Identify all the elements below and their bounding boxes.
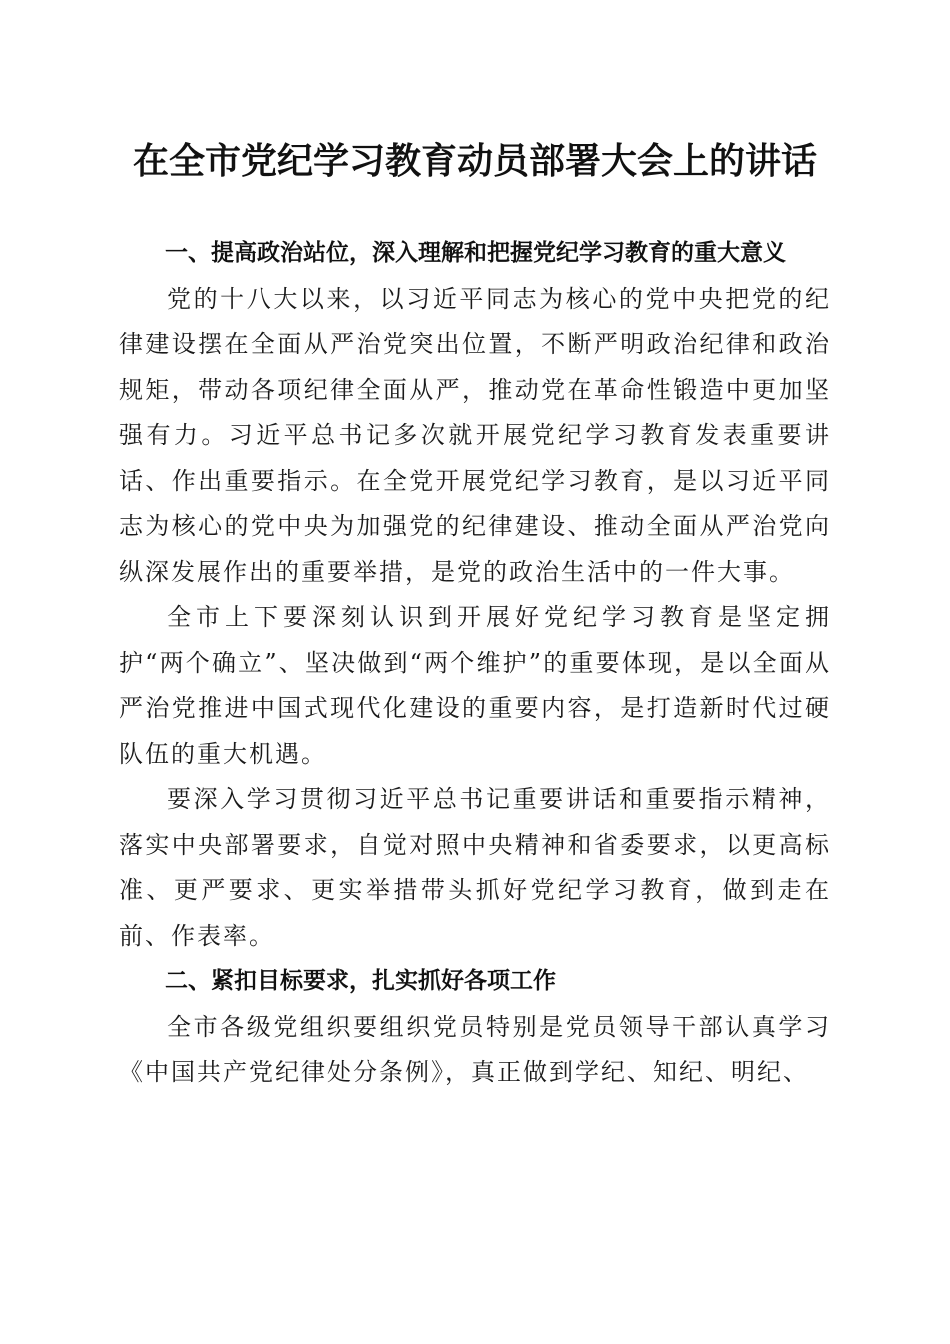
section-heading-2: 二、紧扣目标要求，扎实抓好各项工作 [165, 968, 556, 994]
paragraph: 要深入学习贯彻习近平总书记重要讲话和重要指示精神，落实中央部署要求，自觉对照中央精神和省委要求，以更高标准、更严要求、更实举措带头抓好党纪学习教育，做到走在前、作表率。 [119, 785, 831, 950]
paragraph: 全市上下要深刻认识到开展好党纪学习教育是坚定拥护“两个确立”、坚决做到“两个维护”的重要体现，是以全面从严治党推进中国式现代化建设的重要内容，是打造新时代过硬队伍的重大机遇。 [119, 603, 831, 768]
paragraph: 党的十八大以来，以习近平同志为核心的党中央把党的纪律建设摆在全面从严治党突出位置，不断严明政治纪律和政治规矩，带动各项纪律全面从严，推动党在革命性锻造中更加坚强有力。习近平总书记多次就开展党纪学习教育发表重要讲话、作出重要指示。在全党开展党纪学习教育，是以习近平同志为核心的党中央为加强党的纪律建设、推动全面从严治党向纵深发展作出的重要举措，是党的政治生活中的一件大事。 [119, 284, 831, 586]
paragraph: 全市各级党组织要组织党员特别是党员领导干部认真学习《中国共产党纪律处分条例》，真正做到学纪、知纪、明纪、 [119, 1012, 831, 1086]
document-body [119, 231, 831, 1096]
document-title: 在全市党纪学习教育动员部署大会上的讲话 [132, 140, 817, 182]
section-heading-1: 一、提高政治站位，深入理解和把握党纪学习教育的重大意义 [165, 240, 786, 266]
